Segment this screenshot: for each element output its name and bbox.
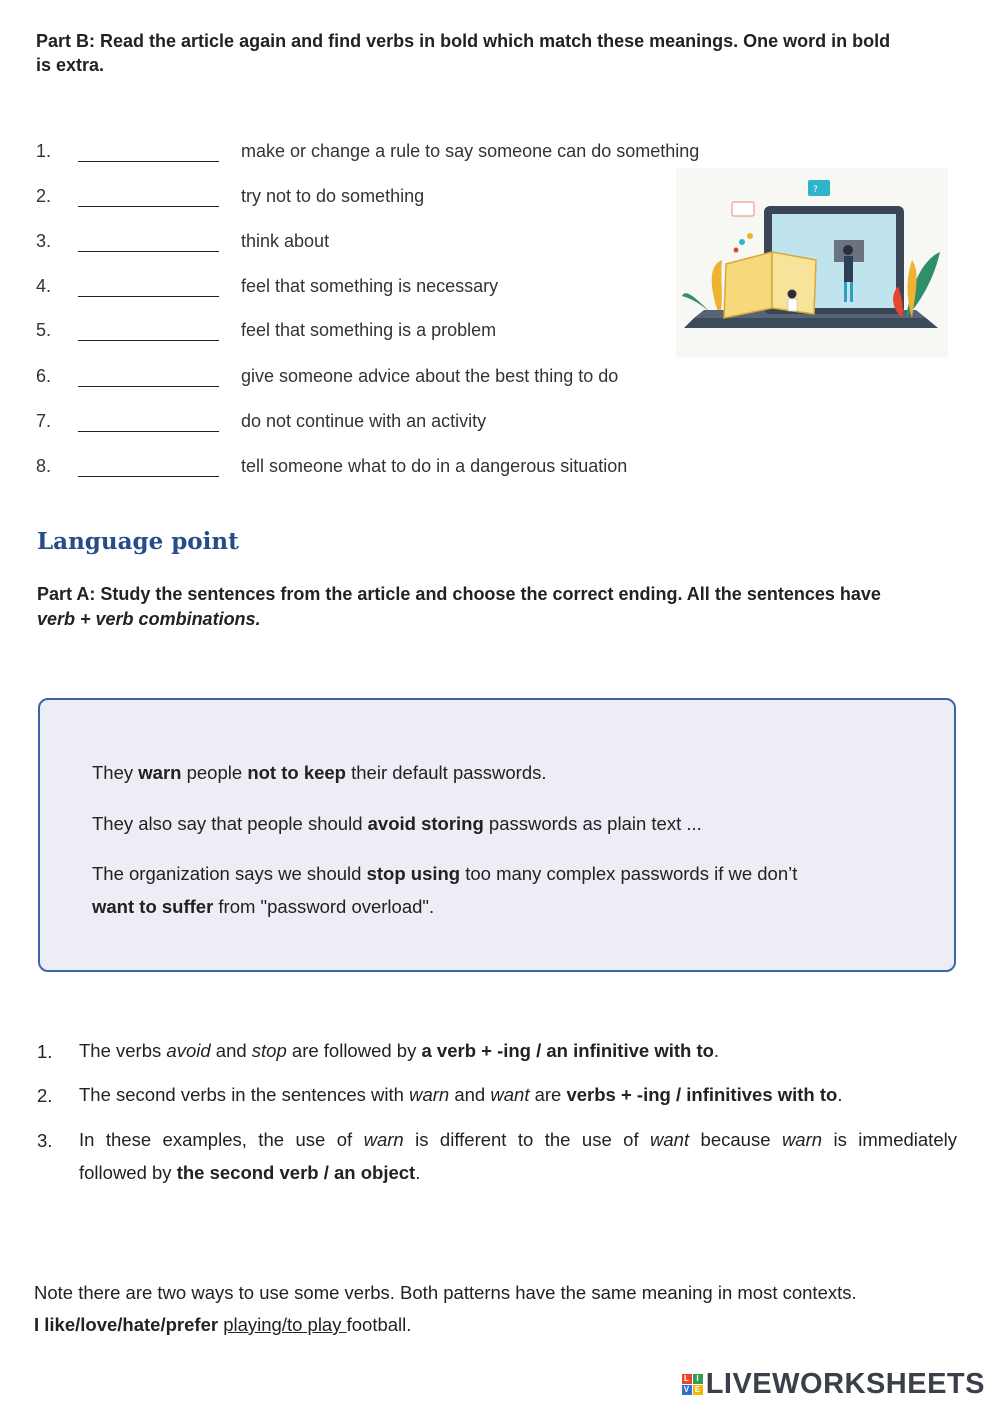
svg-text:?: ? xyxy=(813,185,818,195)
q-italic: stop xyxy=(251,1040,287,1061)
liveworksheets-logo-icon xyxy=(682,1374,703,1395)
choice-options[interactable]: verbs + -ing / infinitives with to xyxy=(566,1084,838,1105)
q-italic: want xyxy=(650,1129,690,1150)
sentence-text: too many complex passwords if we don’t xyxy=(460,863,798,884)
laptop-book-illustration xyxy=(676,168,948,358)
logo-letter: V xyxy=(682,1385,692,1395)
item-number: 2. xyxy=(36,186,52,206)
question-number: 1. xyxy=(37,1041,53,1062)
part-b-instruction-line2: is extra. xyxy=(36,55,105,75)
example-text: football. xyxy=(346,1314,412,1335)
answer-blank[interactable] xyxy=(78,368,219,387)
question-number: 3. xyxy=(37,1130,53,1151)
item-number: 6. xyxy=(36,366,52,386)
q-text: because xyxy=(689,1129,782,1150)
part-b-instruction xyxy=(36,29,936,77)
q-italic: warn xyxy=(409,1084,450,1105)
part-a-instruction xyxy=(37,582,967,632)
item-meaning: feel that something is a problem xyxy=(241,320,497,340)
item-number: 5. xyxy=(36,320,52,340)
item-number: 8. xyxy=(36,456,52,476)
example-sentence xyxy=(92,762,547,784)
sentence-text: They also say that people should xyxy=(92,813,368,834)
q-italic: want xyxy=(490,1084,530,1105)
sentence-text: passwords as plain text ... xyxy=(483,813,702,834)
question-text-line2 xyxy=(79,1156,957,1189)
item-number: 1. xyxy=(36,141,52,161)
example-bold: I like/love/hate/prefer xyxy=(34,1314,224,1335)
q-text: . xyxy=(713,1040,720,1061)
part-a-instruction-line2 xyxy=(37,607,967,632)
question-text xyxy=(79,1078,957,1111)
note-example xyxy=(34,1314,411,1336)
sentence-bold: warn xyxy=(138,762,182,783)
part-b-instruction-line1: Part B: Read the article again and find verbs in bold which match these meanings. One word in bold xyxy=(36,31,891,51)
q-italic: warn xyxy=(781,1129,823,1150)
sentence-text: from "password overload". xyxy=(213,896,435,917)
question-text xyxy=(79,1034,957,1067)
item-meaning: tell someone what to do in a dangerous situation xyxy=(241,456,628,476)
q-text: and xyxy=(210,1040,252,1061)
item-meaning: think about xyxy=(241,231,330,251)
sentence-bold: want to suffer xyxy=(92,896,214,917)
q-text: is immediately xyxy=(822,1129,957,1150)
example-underlined: playing/to play xyxy=(223,1314,347,1335)
choice-options[interactable]: the second verb / an object xyxy=(176,1162,416,1183)
answer-blank[interactable] xyxy=(78,233,219,252)
q-text: The verbs xyxy=(79,1040,167,1061)
question-number: 2. xyxy=(37,1085,53,1106)
choice-options[interactable]: a verb + -ing / an infinitive with to xyxy=(421,1040,714,1061)
q-text: and xyxy=(449,1084,491,1105)
sentence-text: The organization says we should xyxy=(92,863,367,884)
sentence-text: their default passwords. xyxy=(345,762,547,783)
item-meaning: try not to do something xyxy=(241,186,425,206)
q-text: In these examples, the use of xyxy=(79,1129,364,1150)
item-meaning: give someone advice about the best thing to do xyxy=(241,366,619,386)
q-text: is different to the use of xyxy=(403,1129,651,1150)
answer-blank[interactable] xyxy=(78,278,219,297)
example-sentence xyxy=(92,813,702,835)
q-text: are xyxy=(529,1084,567,1105)
answer-blank[interactable] xyxy=(78,188,219,207)
item-meaning: do not continue with an activity xyxy=(241,411,487,431)
part-a-instruction-line2-text: verb + verb combinations. xyxy=(37,609,261,629)
sentence-text: They xyxy=(92,762,139,783)
logo-letter: I xyxy=(693,1374,703,1384)
sentence-text: people xyxy=(181,762,248,783)
sentence-bold: avoid storing xyxy=(367,813,484,834)
q-text: followed by xyxy=(79,1162,177,1183)
liveworksheets-brand xyxy=(682,1368,985,1401)
q-text: . xyxy=(837,1084,843,1105)
q-italic: warn xyxy=(363,1129,404,1150)
example-sentence xyxy=(92,896,434,918)
example-sentences-box xyxy=(38,698,956,972)
item-meaning: feel that something is necessary xyxy=(241,276,499,296)
sentence-bold: stop using xyxy=(366,863,461,884)
sentence-bold: not to keep xyxy=(247,762,346,783)
item-meaning: make or change a rule to say someone can do something xyxy=(241,141,700,161)
item-number: 7. xyxy=(36,411,52,431)
answer-blank[interactable] xyxy=(78,322,219,341)
answer-blank[interactable] xyxy=(78,413,219,432)
answer-blank[interactable] xyxy=(78,458,219,477)
section-heading: Language point xyxy=(37,528,239,555)
part-a-instruction-line1: Part A: Study the sentences from the article and choose the correct ending. All the sentences have xyxy=(37,584,881,604)
note-text: Note there are two ways to use some verbs. Both patterns have the same meaning in most contexts. xyxy=(34,1282,857,1303)
brand-name: LIVEWORKSHEETS xyxy=(705,1368,985,1400)
logo-letter: L xyxy=(682,1374,692,1384)
q-text: The second verbs in the sentences with xyxy=(79,1084,410,1105)
logo-letter: E xyxy=(693,1385,703,1395)
item-number: 3. xyxy=(36,231,52,251)
question-text-line1 xyxy=(79,1123,957,1156)
q-text: are followed by xyxy=(286,1040,422,1061)
q-italic: avoid xyxy=(166,1040,211,1061)
question-text xyxy=(79,1123,957,1189)
item-number: 4. xyxy=(36,276,52,296)
answer-blank[interactable] xyxy=(78,143,219,162)
example-sentence xyxy=(92,863,797,885)
q-text: . xyxy=(415,1162,421,1183)
